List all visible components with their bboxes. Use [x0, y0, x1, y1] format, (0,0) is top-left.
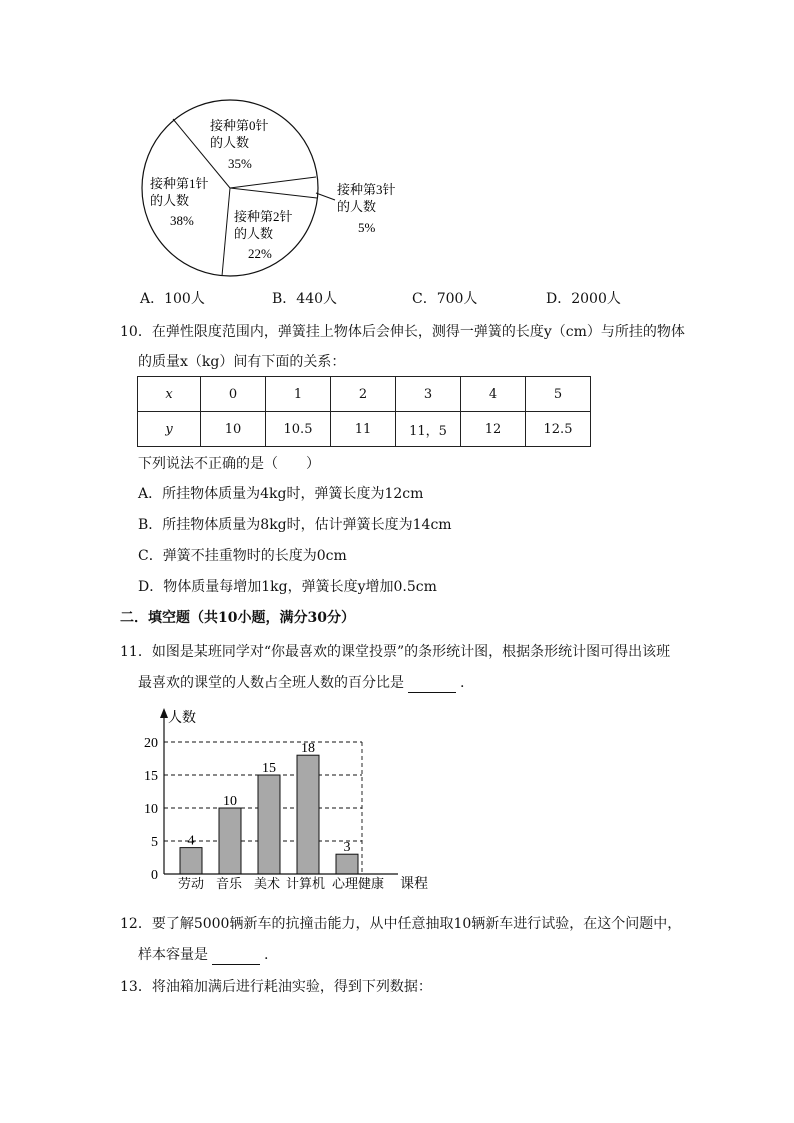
x-axis-label: 课程: [400, 877, 428, 892]
q11-stem-line2: [138, 673, 464, 693]
q9-option-c[interactable]: C．700人: [412, 291, 478, 307]
table-row-x: [138, 377, 591, 412]
q11-stem-text: 最喜欢的课堂的人数占全班人数的百分比是: [138, 675, 404, 691]
table-cell: 2: [331, 377, 396, 412]
x-category-label: 计算机: [286, 876, 326, 891]
y-tick-label: 10: [144, 802, 158, 817]
bar-data-label: 18: [301, 741, 315, 757]
y-tick-label: 20: [144, 736, 158, 751]
q11-answer-blank[interactable]: [408, 678, 456, 693]
table-cell: 5: [526, 377, 591, 412]
q9-option-a[interactable]: A．100人: [140, 291, 205, 307]
x-category-label: 心理健康: [332, 876, 385, 891]
pie-slice2-label2: 的人数: [234, 226, 274, 241]
pie-slice3-label1: 接种第3针: [337, 182, 396, 197]
table-cell: 12: [461, 412, 526, 447]
q10-question: 下列说法不正确的是（ ）: [138, 456, 320, 472]
bar-data-label: 10: [223, 794, 237, 809]
bar-data-label: 15: [262, 761, 276, 776]
pie-slice0-pct: 35%: [228, 156, 252, 171]
y-axis-arrow: [160, 708, 168, 718]
x-category-label: 劳动: [178, 876, 205, 891]
q11-stem-line1: 11．如图是某班同学对“你最喜欢的课堂投票”的条形统计图，根据条形统计图可得出该班: [120, 644, 671, 660]
x-category-label: 美术: [254, 876, 281, 891]
table-cell: 11，5: [396, 412, 461, 447]
q9-option-d[interactable]: D．2000人: [546, 291, 621, 307]
table-cell: 10: [201, 412, 266, 447]
x-category-label: 音乐: [216, 876, 243, 891]
table-cell: 10.5: [266, 412, 331, 447]
pie-slice3-label2: 的人数: [337, 199, 377, 214]
table-cell: 1: [266, 377, 331, 412]
bar: [297, 755, 319, 874]
pie-slice2-label1: 接种第2针: [234, 209, 293, 224]
q10-option-d[interactable]: D．物体质量每增加1kg，弹簧长度y增加0.5cm: [138, 579, 437, 595]
bar: [258, 775, 280, 874]
bar-data-label: 4: [187, 833, 195, 849]
table-header-x: x: [138, 377, 201, 412]
y-axis-label: 人数: [168, 711, 196, 726]
pie-leader-line: [316, 193, 335, 200]
y-tick-label: 5: [151, 835, 158, 850]
q10-data-table: [137, 376, 591, 447]
bar: [180, 848, 202, 874]
pie-svg: [130, 98, 400, 278]
table-cell: 11: [331, 412, 396, 447]
bar: [219, 808, 241, 874]
pie-slice1-label1: 接种第1针: [150, 176, 209, 191]
q10-option-b[interactable]: B．所挂物体质量为8kg时，估计弹簧长度为14cm: [138, 517, 452, 533]
vaccination-pie-chart: [130, 98, 400, 278]
q10-stem-line1: 10．在弹性限度范围内，弹簧挂上物体后会伸长，测得一弹簧的长度y（cm）与所挂的物体: [120, 324, 685, 340]
table-cell: 0: [201, 377, 266, 412]
table-cell: 4: [461, 377, 526, 412]
table-cell: 3: [396, 377, 461, 412]
table-row-y: [138, 412, 591, 447]
q10-option-a[interactable]: A．所挂物体质量为4kg时，弹簧长度为12cm: [138, 486, 424, 502]
q12-stem-end: .: [264, 947, 269, 963]
pie-slice1-label2: 的人数: [150, 193, 190, 208]
q12-stem-line1: 12．要了解5000辆新车的抗撞击能力，从中任意抽取10辆新车进行试验，在这个问题中，: [120, 916, 682, 932]
bar-chart-svg: [136, 702, 436, 902]
table-header-y: y: [138, 412, 201, 447]
q11-stem-end: .: [460, 675, 465, 691]
q10-stem-line2: 的质量x（kg）间有下面的关系：: [138, 354, 346, 370]
y-tick-label: 0: [151, 868, 158, 883]
q10-option-c[interactable]: C．弹簧不挂重物时的长度为0cm: [138, 548, 347, 564]
y-tick-label: 15: [144, 769, 158, 784]
pie-slice2-pct: 22%: [248, 246, 272, 261]
pie-slice1-pct: 38%: [170, 213, 194, 228]
pie-slice0-label2: 的人数: [210, 135, 250, 150]
pie-slice3-pct: 5%: [358, 220, 376, 235]
bar-data-label: 3: [343, 840, 351, 856]
q12-answer-blank[interactable]: [212, 950, 260, 965]
section-title: 二．填空题（共10小题，满分30分）: [120, 610, 355, 626]
q12-stem-line2: [138, 945, 268, 965]
table-cell: 12.5: [526, 412, 591, 447]
q12-stem-text: 样本容量是: [138, 947, 208, 963]
q9-option-b[interactable]: B．440人: [272, 291, 338, 307]
course-bar-chart: [136, 702, 436, 902]
bar: [336, 854, 358, 874]
pie-slice0-label1: 接种第0针: [210, 118, 269, 133]
q13-stem-line1: 13．将油箱加满后进行耗油实验，得到下列数据：: [120, 979, 432, 995]
